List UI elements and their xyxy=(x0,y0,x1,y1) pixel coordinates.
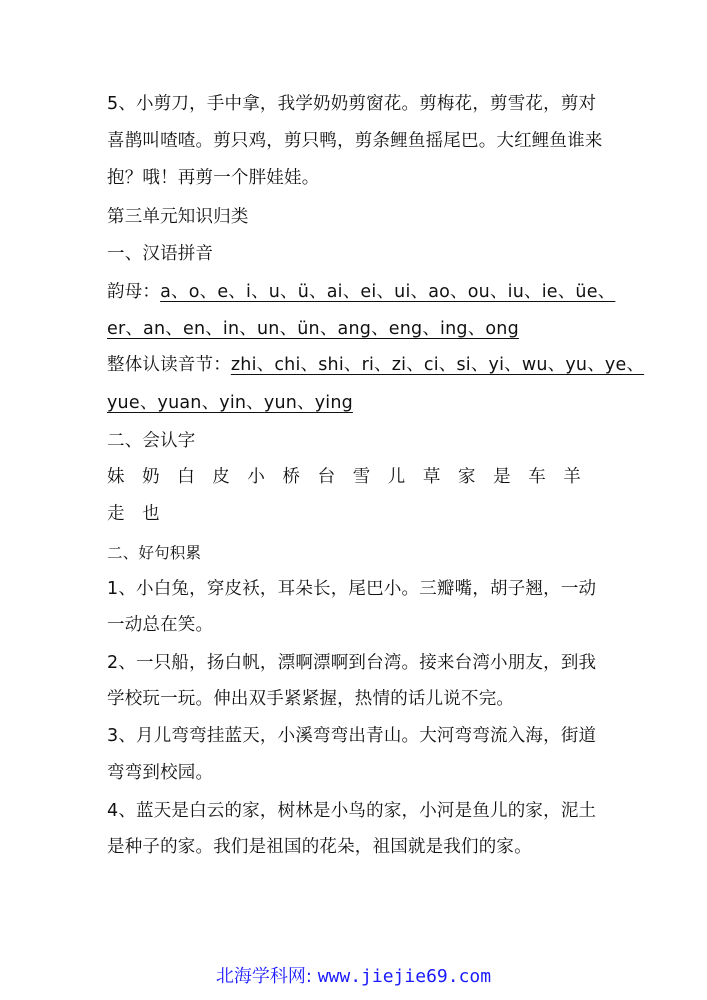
finals-list-1: a、o、e、i、u、ü、ai、ei、ui、ao、ou、iu、ie、üe、 xyxy=(160,282,616,302)
poem5-line3: 抱？哦！再剪一个胖娃娃。 xyxy=(107,168,320,188)
footer-watermark xyxy=(0,964,707,990)
sentence2-line1: 2、一只船，扬白帆，漂啊漂啊到台湾。接来台湾小朋友，到我 xyxy=(107,653,597,673)
recognize-chars-2: 走也 xyxy=(107,504,178,524)
poem5-line1: 5、小剪刀，手中拿，我学奶奶剪窗花。剪梅花，剪雪花，剪对 xyxy=(107,94,597,114)
poem5-line2: 喜鹊叫喳喳。剪只鸡，剪只鸭，剪条鲤鱼摇尾巴。大红鲤鱼谁来 xyxy=(107,131,603,151)
sentences-heading: 二、好句积累 xyxy=(107,544,202,562)
syllables-list-1: zhi、chi、shi、ri、zi、ci、si、yi、wu、yu、ye、 xyxy=(230,355,645,375)
pinyin-heading: 一、汉语拼音 xyxy=(107,244,214,264)
syllables-label: 整体认读音节： xyxy=(107,355,231,375)
sentence3-line1: 3、月儿弯弯挂蓝天，小溪弯弯出青山。大河弯弯流入海，街道 xyxy=(107,726,597,746)
recognize-heading: 二、会认字 xyxy=(107,431,196,451)
sentence3-line2: 弯弯到校园。 xyxy=(107,763,214,783)
sentence4-line2: 是种子的家。我们是祖国的花朵，祖国就是我们的家。 xyxy=(107,837,532,857)
syllables-row xyxy=(107,353,644,377)
finals-list-2: er、an、en、in、un、ün、ang、eng、ing、ong xyxy=(107,319,519,339)
sentence2-line2: 学校玩一玩。伸出双手紧紧握，热情的话儿说不完。 xyxy=(107,689,515,709)
syllables-list-2: yue、yuan、yin、yun、ying xyxy=(107,393,353,413)
unit-title: 第三单元知识归类 xyxy=(107,207,249,227)
footer-site-name: 北海学科网: xyxy=(215,966,318,987)
footer-url[interactable]: www.jiejie69.com xyxy=(317,966,492,987)
sentence1-line1: 1、小白兔，穿皮袄，耳朵长，尾巴小。三瓣嘴，胡子翘，一动 xyxy=(107,579,597,599)
finals-label: 韵母： xyxy=(107,282,161,302)
sentence4-line1: 4、蓝天是白云的家，树林是小鸟的家，小河是鱼儿的家，泥土 xyxy=(107,801,597,821)
sentence1-line2: 一动总在笑。 xyxy=(107,615,214,635)
recognize-chars-1: 妹奶白皮小桥台雪儿草家是车羊 xyxy=(107,467,599,487)
finals-row xyxy=(107,280,615,304)
